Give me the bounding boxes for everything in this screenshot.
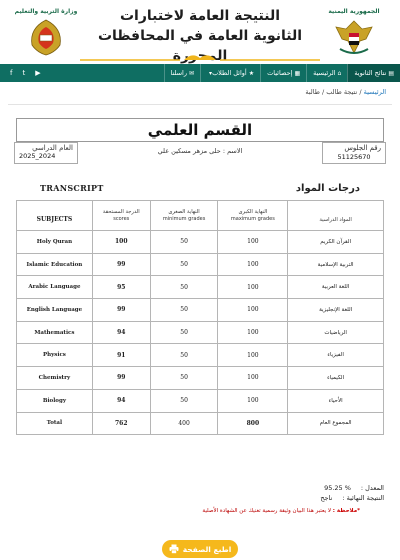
student-name-label: الاسم : [222,147,243,155]
stats-icon: ▦ [294,69,301,77]
table-row: Physics 91 50 100 الفيزياء [17,344,384,367]
main-nav [0,64,400,82]
header-max-grades: النهاية الكبرى maximum grades [218,201,288,231]
note-text: لا يعتبر هذا البيان وثيقة رسمية تغنيك عن الشهادة الأصلية [202,508,332,514]
table-row: Biology 94 50 100 الأحياء [17,389,384,412]
republic-emblem [320,8,388,61]
table-total-row: Total 762 400 800 المجموع العام [17,412,384,435]
breadcrumb-separator: / [359,88,362,96]
seat-number-value: 51125670 [337,153,371,161]
nav-item-results[interactable] [347,64,400,82]
grades-title: درجات المواد [295,183,360,194]
breadcrumb-current: نتيجة طالب / طالبة [305,88,358,96]
print-button-label: اطبع الصفحة [182,544,232,554]
academic-year-label: العام الدراسي [32,144,73,152]
student-name [100,147,300,155]
divider [8,104,392,105]
home-icon: ⌂ [337,69,342,77]
header-subjects-en: SUBJECTS [17,201,93,231]
note-prefix: *ملاحظة : [332,508,360,514]
academic-year-value: 2025_2024 [19,152,56,160]
nav-item-label: إحصائيات [267,69,293,77]
table-row: Arabic Language 95 50 100 اللغة العربية [17,276,384,299]
average-value: 95.25 % [324,484,351,492]
transcript-label: TRANSCRIPT [40,183,104,193]
section-title-box [16,118,384,142]
site-header [0,0,400,64]
nav-item-stats[interactable] [260,64,306,82]
nav-item-home[interactable] [306,64,347,82]
print-page-button[interactable] [162,540,238,558]
average-label: المعدل : [360,484,384,492]
eagle-emblem-icon [332,17,376,57]
facebook-icon[interactable]: f [10,69,13,77]
seat-number-label: رقم الجلوس [344,144,381,152]
result-summary [284,484,384,504]
table-row: Holy Quran 100 50 100 القرآن الكريم [17,231,384,254]
header-subjects-ar: المواد الدراسية [288,201,384,231]
ministry-label: وزارة التربية والتعليم [14,8,78,15]
table-row: English Language 99 50 100 اللغة الإنجليزية [17,299,384,322]
header-title-line2: الثانوية العامة في المحافظات المحررة [97,28,303,64]
printer-icon [169,544,179,554]
header-min-grades: النهاية الصغرى minimum grades [150,201,218,231]
ministry-emblem-icon [26,17,66,57]
nav-item-label: أوائل الطلاب [212,69,247,77]
academic-year-box [14,142,78,164]
disclaimer-note [202,508,360,514]
student-name-value: حلى مزهر مسكين علي [157,147,221,155]
nav-item-label: راسلنا [170,69,188,77]
final-result-label: النتيجة النهائية : [342,494,384,502]
nav-item-contact[interactable] [164,64,201,82]
ministry-logo [12,8,80,61]
social-links [0,69,41,77]
mail-icon: ✉ [189,69,195,77]
header-title-line1: النتيجة العامة لاختبارات [119,8,281,24]
table-row: Mathematics 94 50 100 الرياضيات [17,321,384,344]
nav-item-label: نتائج الثانوية [354,69,387,77]
header-scores: الدرجة المستحقة scores [92,201,150,231]
book-ornament-icon [80,52,320,62]
grades-table [16,200,384,435]
results-icon: ▤ [388,69,394,77]
table-row: Chemistry 99 50 100 الكيمياء [17,367,384,390]
nav-item-label: الرئيسية [313,69,336,77]
section-title: القسم العلمي [147,121,253,139]
seat-number-box [322,142,386,164]
twitter-icon[interactable]: t [22,69,26,77]
breadcrumb-home-link[interactable]: الرئيسية [363,88,386,96]
trophy-icon: ★ [248,69,255,77]
breadcrumb [305,88,386,96]
chevron-down-icon: ▾ [209,69,213,77]
republic-label: الجمهورية اليمنية [328,8,380,15]
nav-item-top-students[interactable] [200,64,260,82]
table-header-row [17,201,384,231]
youtube-icon[interactable]: ▶ [35,69,41,77]
final-result-value: ناجح [320,494,333,502]
table-row: Islamic Education 99 50 100 التربية الإسلامية [17,253,384,276]
